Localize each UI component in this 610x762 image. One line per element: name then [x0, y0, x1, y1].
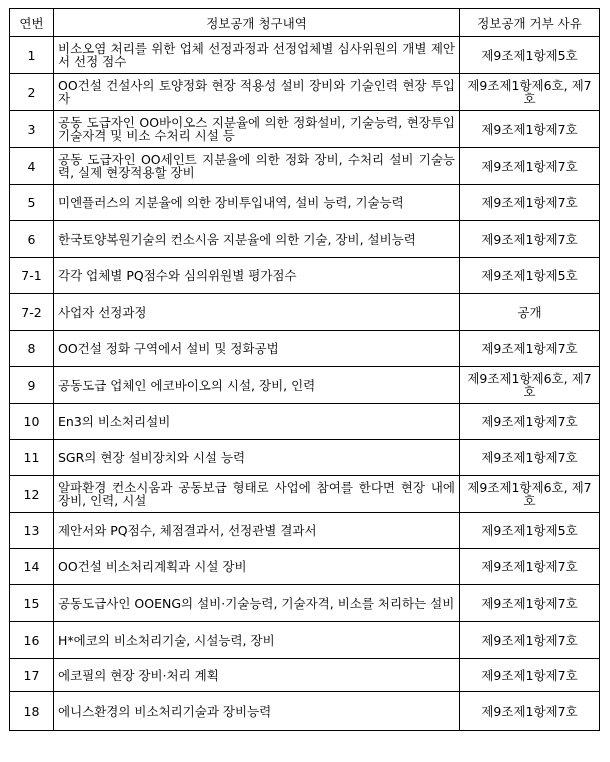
row-request-content: 각각 업체별 PQ점수와 심의위원별 평가점수	[54, 258, 460, 294]
row-denial-reason: 제9조제1항제5호	[460, 258, 600, 294]
table-row	[10, 367, 600, 404]
row-number: 9	[10, 367, 54, 404]
row-request-content: En3의 비소처리설비	[54, 404, 460, 440]
table-row	[10, 111, 600, 148]
header-request-content: 정보공개 청구내역	[54, 9, 460, 37]
table-row	[10, 549, 600, 585]
table-row	[10, 148, 600, 185]
row-request-content: OO건설 정화 구역에서 설비 및 정화공법	[54, 331, 460, 367]
row-number: 2	[10, 74, 54, 111]
row-denial-reason: 제9조제1항제7호	[460, 111, 600, 148]
row-request-content: 미엔플러스의 지분율에 의한 장비투입내역, 설비 능력, 기술능력	[54, 185, 460, 221]
row-number: 3	[10, 111, 54, 148]
row-number: 18	[10, 692, 54, 731]
table-row	[10, 476, 600, 513]
row-denial-reason: 제9조제1항제5호	[460, 513, 600, 549]
row-denial-reason: 제9조제1항제7호	[460, 185, 600, 221]
table-row	[10, 404, 600, 440]
row-request-content: SGR의 현장 설비장치와 시설 능력	[54, 440, 460, 476]
row-number: 7-2	[10, 294, 54, 331]
row-request-content: H*에코의 비소처리기술, 시설능력, 장비	[54, 622, 460, 659]
row-request-content: 에니스환경의 비소처리기술과 장비능력	[54, 692, 460, 731]
row-denial-reason: 제9조제1항제7호	[460, 659, 600, 692]
row-number: 17	[10, 659, 54, 692]
row-denial-reason: 제9조제1항제6호, 제7호	[460, 367, 600, 404]
table-header-row	[10, 9, 600, 37]
row-request-content: 공동도급사인 OOENG의 설비·기술능력, 기술자격, 비소를 처리하는 설비	[54, 585, 460, 622]
row-denial-reason: 제9조제1항제7호	[460, 148, 600, 185]
table-body	[10, 37, 600, 731]
row-request-content: 한국토양복원기술의 컨소시움 지분율에 의한 기술, 장비, 설비능력	[54, 221, 460, 258]
row-denial-reason: 제9조제1항제6호, 제7호	[460, 74, 600, 111]
row-denial-reason: 공개	[460, 294, 600, 331]
row-number: 5	[10, 185, 54, 221]
header-number: 연번	[10, 9, 54, 37]
row-request-content: 공동도급 업체인 에코바이오의 시설, 장비, 인력	[54, 367, 460, 404]
row-number: 15	[10, 585, 54, 622]
row-number: 12	[10, 476, 54, 513]
row-number: 4	[10, 148, 54, 185]
row-number: 11	[10, 440, 54, 476]
row-number: 13	[10, 513, 54, 549]
row-request-content: 제안서와 PQ점수, 체점결과서, 선정관별 결과서	[54, 513, 460, 549]
table-row	[10, 74, 600, 111]
row-number: 16	[10, 622, 54, 659]
row-denial-reason: 제9조제1항제7호	[460, 404, 600, 440]
table-row	[10, 221, 600, 258]
row-number: 10	[10, 404, 54, 440]
disclosure-table	[9, 8, 600, 731]
row-request-content: 사업자 선정과정	[54, 294, 460, 331]
table-row	[10, 622, 600, 659]
row-denial-reason: 제9조제1항제7호	[460, 549, 600, 585]
row-request-content: 공동 도급자인 OO세인트 지분율에 의한 정화 장비, 수처리 설비 기술능력, 실제 현장적용할 장비	[54, 148, 460, 185]
row-denial-reason: 제9조제1항제7호	[460, 440, 600, 476]
table-row	[10, 294, 600, 331]
row-denial-reason: 제9조제1항제7호	[460, 622, 600, 659]
row-denial-reason: 제9조제1항제5호	[460, 37, 600, 74]
table-row	[10, 37, 600, 74]
table-row	[10, 585, 600, 622]
row-number: 1	[10, 37, 54, 74]
row-number: 14	[10, 549, 54, 585]
table-row	[10, 440, 600, 476]
row-denial-reason: 제9조제1항제6호, 제7호	[460, 476, 600, 513]
header-denial-reason: 정보공개 거부 사유	[460, 9, 600, 37]
table-row	[10, 185, 600, 221]
row-denial-reason: 제9조제1항제7호	[460, 221, 600, 258]
row-denial-reason: 제9조제1항제7호	[460, 331, 600, 367]
row-number: 6	[10, 221, 54, 258]
row-request-content: 에코필의 현장 장비·처리 계획	[54, 659, 460, 692]
row-request-content: 알파환경 컨소시움과 공동보급 형태로 사업에 참여를 한다면 현장 내에 장비, 인력, 시설	[54, 476, 460, 513]
row-number: 7-1	[10, 258, 54, 294]
row-request-content: 공동 도급자인 OO바이오스 지분율에 의한 정화설비, 기술능력, 현장투입 기술자격 및 비소 수처리 시설 등	[54, 111, 460, 148]
row-request-content: 비소오염 처리를 위한 업체 선정과정과 선정업체별 심사위원의 개별 제안서 선정 점수	[54, 37, 460, 74]
table-row	[10, 513, 600, 549]
row-request-content: OO건설 비소처리계획과 시설 장비	[54, 549, 460, 585]
table-row	[10, 331, 600, 367]
row-request-content: OO건설 건설사의 토양정화 현장 적용성 설비 장비와 기술인력 현장 투입자	[54, 74, 460, 111]
row-denial-reason: 제9조제1항제7호	[460, 585, 600, 622]
row-denial-reason: 제9조제1항제7호	[460, 692, 600, 731]
table-row	[10, 659, 600, 692]
table-row	[10, 258, 600, 294]
table-row	[10, 692, 600, 731]
row-number: 8	[10, 331, 54, 367]
